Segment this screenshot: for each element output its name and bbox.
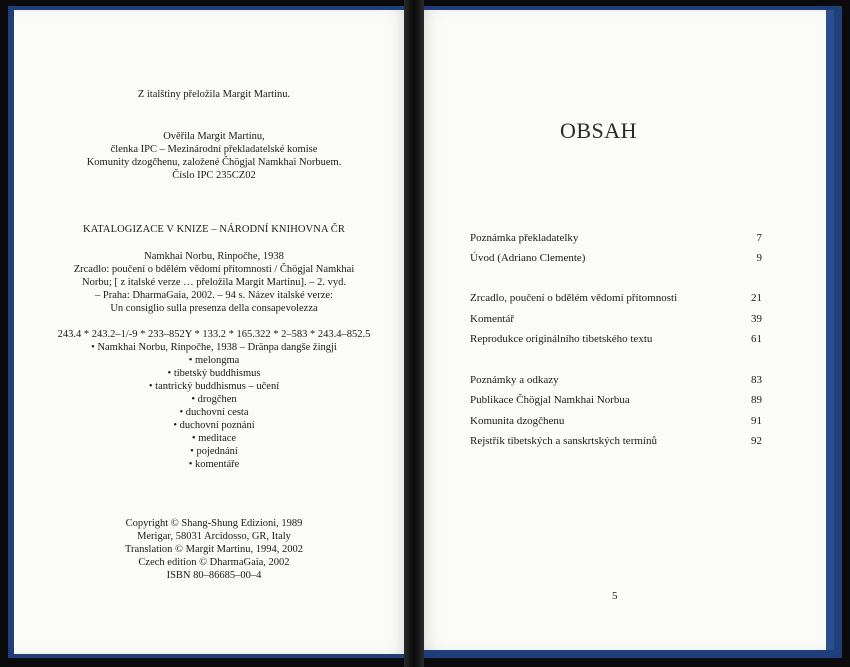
classification-block: [14, 328, 414, 471]
translator-note: [14, 88, 414, 101]
classification-line: • melongma: [188, 355, 240, 366]
toc-page-number: 61: [751, 333, 762, 345]
toc-label: Úvod (Adriano Clemente): [470, 252, 586, 264]
toc-page-number: 83: [751, 374, 762, 386]
toc-page-number: 92: [751, 435, 762, 447]
catalog-line: Namkhai Norbu, Rinpočhe, 1938: [144, 251, 284, 262]
catalog-line: Norbu; [ z italské verze … přeložila Margit Martinu]. – 2. vyd.: [82, 277, 346, 288]
book-spine: [404, 0, 424, 667]
toc-label: Reprodukce originálního tibetského textu: [470, 333, 653, 345]
toc-page-number: 91: [751, 415, 762, 427]
toc-label: Komunita dzogčhenu: [470, 415, 565, 427]
classification-line: • duchovní cesta: [179, 407, 249, 418]
classification-line: • pojednání: [190, 446, 238, 457]
toc-row: [470, 313, 762, 327]
catalog-heading: [14, 223, 414, 236]
contents-title: OBSAH: [560, 118, 638, 143]
isbn-line: ISBN 80–86685–00–4: [166, 570, 262, 581]
verified-line: Ověřila Margit Martinu,: [163, 131, 265, 142]
toc-label: Zrcadlo, poučení o bdělém vědomí přítomnosti: [470, 292, 678, 304]
page-number: 5: [612, 590, 618, 602]
catalog-entry: [14, 250, 414, 315]
toc-page-number: 9: [756, 252, 762, 264]
toc-row: [470, 333, 762, 347]
toc-page-number: 39: [751, 313, 762, 325]
classification-line: • komentáře: [188, 459, 240, 470]
verified-line: Komunity dzogčhenu, založené Čhögjal Namkhai Norbuem.: [86, 157, 342, 168]
translator-line: Z italštiny přeložila Margit Martinu.: [137, 89, 291, 100]
catalog-line: Zrcadlo: poučení o bdělém vědomí přítomnosti / Čhögjal Namkhai: [73, 264, 355, 275]
right-page: [414, 10, 826, 650]
classification-line: 243.4 * 243.2–1/-9 * 233–852Y * 133.2 * 165.322 * 2–583 * 243.4–852.5: [57, 329, 371, 340]
toc-row: [470, 374, 762, 388]
classification-line: • duchovní poznání: [173, 420, 255, 431]
classification-line: • meditace: [191, 433, 237, 444]
catalog-line: – Praha: DharmaGaia, 2002. – 94 s. Název italské verze:: [95, 290, 333, 301]
toc-label: Poznámky a odkazy: [470, 374, 559, 386]
copyright-line: Merigar, 58031 Arcidosso, GR, Italy: [137, 531, 291, 542]
toc-label: Poznámka překladatelky: [470, 232, 579, 244]
toc-label: Rejstřík tibetských a sanskrtských termínů: [470, 435, 657, 447]
left-page: [14, 10, 414, 654]
copyright-block: [14, 517, 414, 582]
toc-row: [470, 252, 762, 266]
classification-line: • tibetský buddhismus: [167, 368, 261, 379]
cover-edge: [826, 10, 834, 650]
toc-row: [470, 394, 762, 408]
toc-page-number: 21: [751, 292, 762, 304]
toc-row: [470, 415, 762, 429]
toc-page-number: 89: [751, 394, 762, 406]
catalog-heading-text: KATALOGIZACE V KNIZE – NÁRODNÍ KNIHOVNA ČR: [83, 224, 345, 235]
toc-row: [470, 435, 762, 449]
toc-label: Komentář: [470, 313, 514, 325]
verification-block: [14, 130, 414, 182]
classification-line: • drogčhen: [191, 394, 237, 405]
verified-line: Číslo IPC 235CZ02: [172, 170, 256, 181]
toc-row: [470, 292, 762, 306]
classification-line: • Namkhai Norbu, Rinpočhe, 1938 – Dränpa dangše žingji: [91, 342, 337, 353]
copyright-line: Czech edition © DharmaGaia, 2002: [138, 557, 290, 568]
catalog-line: Un consiglio sulla presenza della consapevolezza: [110, 303, 318, 314]
copyright-line: Copyright © Shang-Shung Edizioni, 1989: [125, 518, 303, 529]
toc-row: [470, 232, 762, 246]
toc-label: Publikace Čhögjal Namkhai Norbua: [470, 394, 630, 406]
toc-page-number: 7: [756, 232, 762, 244]
verified-line: členka IPC – Mezinárodní překladatelské komise: [110, 144, 318, 155]
copyright-line: Translation © Margit Martinu, 1994, 2002: [124, 544, 304, 555]
classification-line: • tantrický buddhismus – učení: [148, 381, 280, 392]
